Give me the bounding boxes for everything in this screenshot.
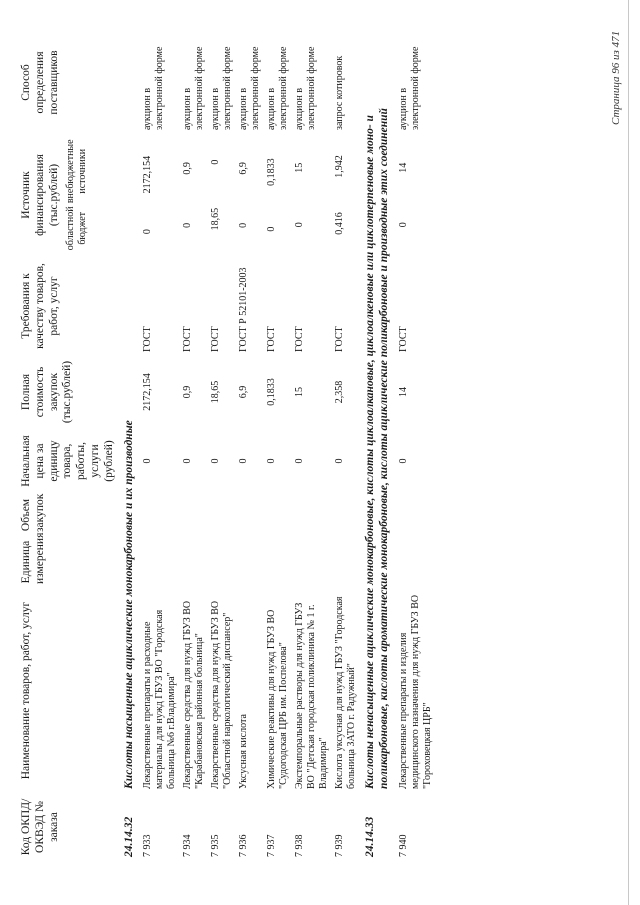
row-number: 7 935 xyxy=(210,834,222,857)
unit-value xyxy=(332,536,360,588)
method-value: аукцион в электронной форме xyxy=(238,46,262,130)
item-name: Кислота уксусная для нужд ГБУЗ "Городская больница ЗАТО г. Радужный" xyxy=(334,596,358,789)
table-row xyxy=(208,31,236,861)
start-price-value: 0 xyxy=(266,458,278,464)
method-value: аукцион в электронной форме xyxy=(294,46,318,130)
funding-regional-value: 0 xyxy=(294,222,306,228)
funding-extra-value: 0,9 xyxy=(182,162,194,175)
method-value: аукцион в электронной форме xyxy=(266,46,290,130)
volume-value xyxy=(180,494,208,536)
col-header-funding xyxy=(18,134,119,256)
total-cost-value: 14 xyxy=(397,387,409,397)
funding-extra-value: 14 xyxy=(397,162,409,173)
col-header-total-cost: Полная стоимость закупок (тыс.рублей) xyxy=(20,360,74,424)
unit-value xyxy=(140,536,180,588)
funding-values xyxy=(180,134,208,256)
funding-extra-value: 6,9 xyxy=(238,162,250,175)
requirements-value: ГОСТ Р 52101-2003 xyxy=(238,267,250,352)
start-price-value: 0 xyxy=(182,458,194,464)
row-number: 7 933 xyxy=(142,834,154,857)
row-number: 7 939 xyxy=(334,834,346,857)
row-number: 7 936 xyxy=(238,834,250,857)
requirements-value: ГОСТ xyxy=(294,326,306,352)
start-price-value: 0 xyxy=(238,458,250,464)
procurement-table xyxy=(18,31,436,861)
requirements-value: ГОСТ xyxy=(397,326,409,352)
funding-regional-value: 18,65 xyxy=(210,207,222,231)
total-cost-value: 2,358 xyxy=(334,380,346,404)
section-code: 24.14.32 xyxy=(122,816,135,857)
item-name: Уксусная кислота xyxy=(238,714,250,789)
col-header-code: Код ОКПД/ ОКВЭД № заказа xyxy=(20,798,60,856)
row-number: 7 940 xyxy=(397,834,409,857)
funding-regional-value: 0 xyxy=(182,222,194,228)
volume-value xyxy=(292,494,332,536)
funding-values xyxy=(396,134,436,256)
table-row xyxy=(140,31,180,861)
table-row xyxy=(180,31,208,861)
item-name: Лекарственные препараты и расходные материалы для нужд ГБУЗ ВО "Городская больница №6 г.Владимира" xyxy=(142,609,178,789)
funding-values xyxy=(208,134,236,256)
funding-extra-value: 2172,154 xyxy=(142,155,154,194)
table-body xyxy=(119,31,436,861)
item-name: Лекарственные препараты и изделия медицинского назначения для нужд ГБУЗ ВО "Гороховецкая ЦРБ" xyxy=(397,594,433,789)
start-price-value: 0 xyxy=(334,458,346,464)
unit-value xyxy=(264,536,292,588)
col-header-funding-title: Источник финансирования (тыс.рублей) xyxy=(20,154,60,236)
unit-value xyxy=(180,536,208,588)
method-value: аукцион в электронной форме xyxy=(182,46,206,130)
page-number: Страница 96 из 471 xyxy=(610,30,622,125)
volume-value xyxy=(208,494,236,536)
volume-value xyxy=(140,494,180,536)
method-value: аукцион в электронной форме xyxy=(142,46,166,130)
volume-value xyxy=(236,494,264,536)
unit-value xyxy=(236,536,264,588)
col-header-requirements: Требования к качеству товаров, работ, услуг xyxy=(20,263,60,349)
col-header-method: Способ определения поставщиков xyxy=(20,50,60,115)
section-title: Кислоты ненасыщенные ациклические монокарбоновые, кислоты циклоалкановые, циклоалкеновые или циклотерпеновые моно- и поликарбоновые, кислоты ароматические монокарбоновые, кислоты ациклические поликарбоновые и производные этих соединений xyxy=(364,108,391,789)
col-header-name: Наименование товаров, работ, услуг xyxy=(20,601,32,780)
funding-regional-value: 0 xyxy=(142,229,154,235)
funding-values xyxy=(140,134,180,256)
total-cost-value: 15 xyxy=(294,387,306,397)
col-header-funding-extra: внебюджетные источники xyxy=(65,139,89,204)
table-row xyxy=(292,31,332,861)
table-header-row xyxy=(18,31,119,861)
item-name: Химические реактивы для нужд ГБУЗ ВО "Судогодская ЦРБ им. Поспелова" xyxy=(266,609,290,789)
funding-values xyxy=(264,134,292,256)
funding-regional-value: 0 xyxy=(397,222,409,228)
table-row xyxy=(332,31,360,861)
funding-values xyxy=(332,134,360,256)
row-number: 7 934 xyxy=(182,834,194,857)
item-name: Экстемпоральные растворы для нужд ГБУЗ ВО "Детская городская поликлиника № 1 г. Владимира" xyxy=(294,602,330,789)
unit-value xyxy=(292,536,332,588)
row-number: 7 937 xyxy=(266,834,278,857)
funding-extra-value: 1,942 xyxy=(334,155,346,178)
unit-value xyxy=(396,536,436,588)
section-code: 24.14.33 xyxy=(364,816,377,857)
funding-values xyxy=(236,134,264,256)
method-value: аукцион в электронной форме xyxy=(397,46,421,130)
table-row xyxy=(396,31,436,861)
funding-extra-value: 0 xyxy=(210,159,222,165)
volume-value xyxy=(396,494,436,536)
funding-extra-value: 15 xyxy=(294,162,306,173)
row-number: 7 938 xyxy=(294,834,306,857)
section-title: Кислоты насыщенные ациклические монокарбоновые и их производные xyxy=(122,420,135,789)
requirements-value: ГОСТ xyxy=(182,326,194,352)
method-value: аукцион в электронной форме xyxy=(210,46,234,130)
item-name: Лекарственные средства для нужд ГБУЗ ВО "Карабановская районная больница" xyxy=(182,600,206,789)
col-header-volume: Объем закупок xyxy=(20,493,46,532)
requirements-value: ГОСТ xyxy=(142,326,154,352)
funding-regional-value: 0 xyxy=(238,222,250,228)
section-row xyxy=(119,31,141,861)
volume-value xyxy=(264,494,292,536)
start-price-value: 0 xyxy=(210,458,222,464)
start-price-value: 0 xyxy=(142,458,154,464)
scan-edge-line xyxy=(628,0,629,905)
funding-regional-value: 0 xyxy=(266,226,278,232)
col-header-start-price: Начальная цена за единицу товара, работы, услуги (рублей) xyxy=(20,435,115,487)
total-cost-value: 18,65 xyxy=(210,380,222,404)
table-row xyxy=(264,31,292,861)
section-row xyxy=(360,31,396,861)
total-cost-value: 2172,154 xyxy=(142,373,154,411)
funding-values xyxy=(292,134,332,256)
start-price-value: 0 xyxy=(397,458,409,464)
funding-regional-value: 0,416 xyxy=(334,212,346,235)
unit-value xyxy=(208,536,236,588)
col-header-funding-regional: областной бюджет xyxy=(65,206,89,251)
total-cost-value: 0,1833 xyxy=(266,378,278,406)
requirements-value: ГОСТ xyxy=(334,326,346,352)
item-name: Лекарственные средства для нужд ГБУЗ ВО "Областной наркологический диспансер" xyxy=(210,600,234,789)
table-row xyxy=(236,31,264,861)
total-cost-value: 0,9 xyxy=(182,385,194,399)
volume-value xyxy=(332,494,360,536)
col-header-unit: Единица измерения xyxy=(20,532,46,584)
start-price-value: 0 xyxy=(294,458,306,464)
method-value: запрос котировок xyxy=(334,55,346,130)
funding-extra-value: 0,1833 xyxy=(266,158,278,186)
requirements-value: ГОСТ xyxy=(266,326,278,352)
total-cost-value: 6,9 xyxy=(238,385,250,399)
requirements-value: ГОСТ xyxy=(210,326,222,352)
